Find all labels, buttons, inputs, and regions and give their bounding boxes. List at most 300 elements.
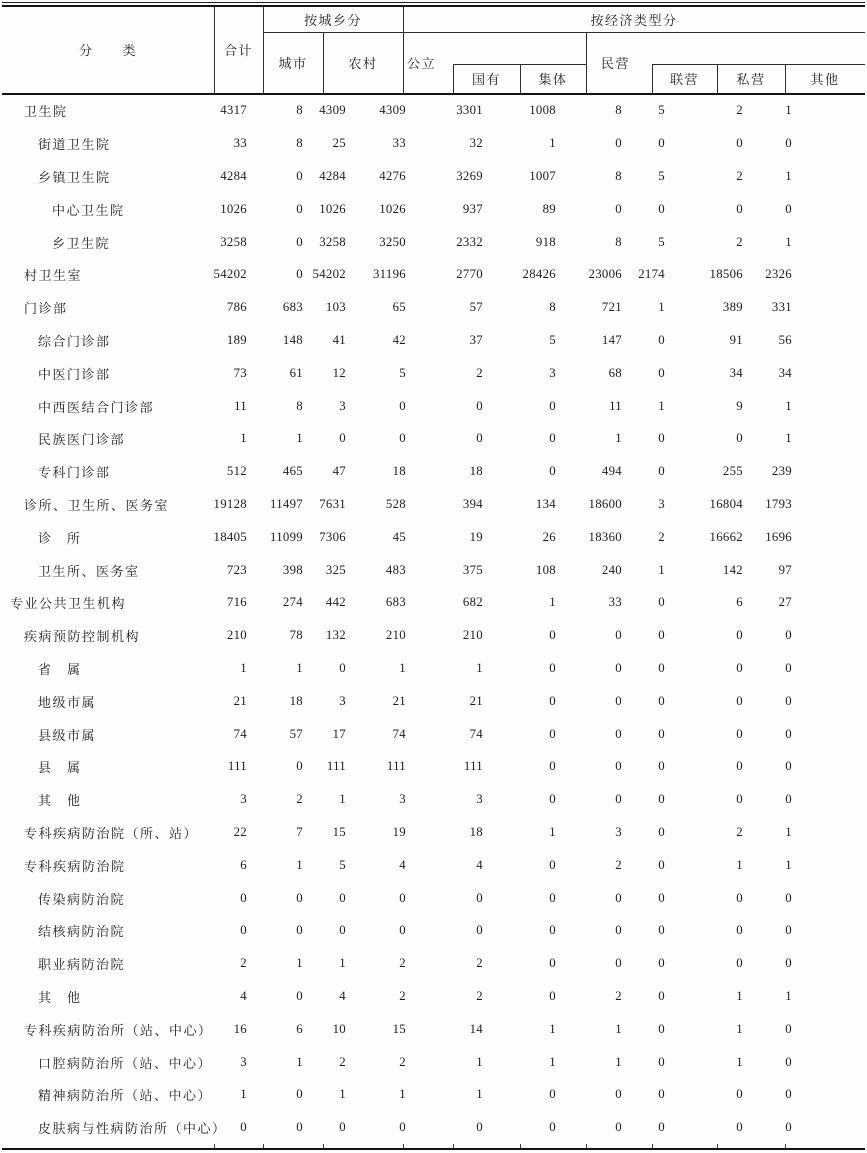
- cell-filler: [792, 390, 865, 423]
- table-row: [2, 521, 865, 554]
- cell-value: 1: [296, 1054, 303, 1069]
- column-tick: [323, 1144, 324, 1148]
- cell-value: 0: [736, 693, 743, 708]
- cell-filler: [792, 849, 865, 882]
- cell-value: 2: [240, 956, 247, 971]
- row-label: 诊所、卫生所、医务室: [24, 497, 170, 513]
- cell-value: 4: [476, 857, 483, 872]
- cell-value: 0: [615, 660, 622, 675]
- cell-value: 33: [392, 136, 406, 151]
- cell-value: 683: [385, 595, 406, 610]
- cell-value: 2: [736, 103, 743, 118]
- row-label: 民族医门诊部: [38, 432, 126, 448]
- row-label: 中西医结合门诊部: [38, 399, 155, 415]
- cell-value: 16: [233, 1021, 247, 1036]
- table-row: [2, 1013, 865, 1046]
- cell-value: 1: [615, 431, 622, 446]
- cell-filler: [792, 652, 865, 685]
- cell-value: 0: [549, 1120, 556, 1135]
- cell-value: 1: [658, 300, 665, 315]
- cell-value: 33: [608, 595, 622, 610]
- cell-value: 33: [233, 136, 247, 151]
- cell-value: 0: [736, 726, 743, 741]
- cell-value: 8: [615, 168, 622, 183]
- cell-value: 1: [399, 1087, 406, 1102]
- cell-value: 4284: [319, 168, 346, 183]
- row-label: 其 他: [38, 793, 82, 809]
- cell-value: 0: [658, 431, 665, 446]
- cell-value: 2: [399, 956, 406, 971]
- cell-value: 0: [476, 431, 483, 446]
- column-tick: [652, 1144, 653, 1148]
- cell-value: 0: [658, 136, 665, 151]
- cell-value: 57: [469, 300, 483, 315]
- row-label: 皮肤病与性病防治所（中心）: [38, 1121, 227, 1137]
- header-rural: 农村: [348, 55, 378, 71]
- cell-value: 0: [549, 923, 556, 938]
- cell-value: 22: [233, 824, 247, 839]
- cell-value: 47: [332, 464, 346, 479]
- cell-value: 0: [615, 956, 622, 971]
- cell-value: 0: [549, 988, 556, 1003]
- cell-value: 1: [549, 1021, 556, 1036]
- row-label: 职业病防治院: [38, 957, 126, 973]
- table-row: [2, 586, 865, 619]
- cell-value: 15: [332, 824, 346, 839]
- cell-value: 0: [339, 1120, 346, 1135]
- table-row: [2, 554, 865, 587]
- cell-value: 1: [658, 562, 665, 577]
- cell-value: 0: [658, 824, 665, 839]
- header-urban: 城市: [278, 55, 308, 71]
- cell-value: 0: [785, 201, 792, 216]
- cell-value: 0: [615, 1087, 622, 1102]
- cell-value: 394: [462, 496, 483, 511]
- cell-value: 1026: [319, 201, 346, 216]
- cell-value: 2770: [456, 267, 483, 282]
- row-label: 乡卫生院: [52, 235, 111, 251]
- cell-value: 15: [392, 1021, 406, 1036]
- cell-value: 6: [240, 857, 247, 872]
- table-row: [2, 324, 865, 357]
- cell-value: 1: [785, 857, 792, 872]
- cell-value: 3258: [319, 234, 346, 249]
- cell-value: 0: [296, 201, 303, 216]
- cell-value: 2: [615, 988, 622, 1003]
- cell-value: 1: [549, 1054, 556, 1069]
- cell-value: 0: [785, 726, 792, 741]
- cell-value: 147: [601, 332, 622, 347]
- cell-value: 17: [332, 726, 346, 741]
- cell-value: 1: [476, 660, 483, 675]
- cell-value: 0: [658, 201, 665, 216]
- cell-value: 1: [240, 431, 247, 446]
- cell-value: 0: [736, 628, 743, 643]
- column-tick: [403, 1144, 404, 1148]
- cell-value: 0: [549, 464, 556, 479]
- cell-value: 97: [778, 562, 792, 577]
- table-bottom-rule: [2, 1148, 865, 1150]
- cell-value: 111: [227, 759, 247, 774]
- cell-value: 0: [549, 628, 556, 643]
- table-row: [2, 422, 865, 455]
- cell-value: 0: [296, 1087, 303, 1102]
- cell-value: 5: [339, 857, 346, 872]
- cell-filler: [792, 816, 865, 849]
- column-tick: [520, 1144, 521, 1148]
- cell-value: 189: [226, 332, 247, 347]
- table-row: [2, 718, 865, 751]
- cell-value: 2326: [765, 267, 792, 282]
- cell-filler: [792, 324, 865, 357]
- table-header: [2, 7, 865, 95]
- cell-value: 18506: [709, 267, 743, 282]
- cell-value: 1: [615, 1054, 622, 1069]
- cell-value: 682: [462, 595, 483, 610]
- cell-value: 1: [736, 857, 743, 872]
- cell-filler: [792, 586, 865, 619]
- cell-value: 1: [476, 1054, 483, 1069]
- cell-value: 5: [399, 365, 406, 380]
- cell-value: 73: [233, 365, 247, 380]
- cell-value: 0: [615, 759, 622, 774]
- cell-filler: [792, 882, 865, 915]
- cell-value: 0: [240, 923, 247, 938]
- cell-filler: [792, 193, 865, 226]
- cell-value: 512: [226, 464, 247, 479]
- cell-value: 1: [785, 824, 792, 839]
- cell-value: 8: [549, 300, 556, 315]
- cell-value: 1: [736, 1021, 743, 1036]
- cell-value: 1: [658, 398, 665, 413]
- cell-value: 132: [325, 628, 346, 643]
- cell-value: 0: [399, 431, 406, 446]
- cell-value: 0: [296, 890, 303, 905]
- cell-value: 4309: [379, 103, 406, 118]
- cell-value: 1: [296, 956, 303, 971]
- cell-value: 0: [549, 857, 556, 872]
- row-label: 其 他: [38, 989, 82, 1005]
- cell-value: 0: [658, 332, 665, 347]
- cell-value: 56: [778, 332, 792, 347]
- table-row: [2, 455, 865, 488]
- cell-value: 1: [339, 956, 346, 971]
- cell-value: 0: [615, 890, 622, 905]
- cell-value: 7: [296, 824, 303, 839]
- cell-filler: [792, 1013, 865, 1046]
- cell-value: 442: [325, 595, 346, 610]
- cell-value: 494: [601, 464, 622, 479]
- bottom-column-ticks: [2, 1144, 865, 1148]
- cell-value: 65: [392, 300, 406, 315]
- cell-value: 0: [785, 923, 792, 938]
- cell-value: 0: [658, 988, 665, 1003]
- cell-value: 0: [549, 398, 556, 413]
- cell-value: 0: [549, 759, 556, 774]
- cell-value: 1: [339, 1087, 346, 1102]
- table-row: [2, 914, 865, 947]
- cell-value: 23006: [588, 267, 622, 282]
- row-label: 专科疾病防治院（所、站）: [24, 825, 199, 841]
- cell-value: 78: [289, 628, 303, 643]
- cell-filler: [792, 127, 865, 160]
- cell-value: 0: [549, 1087, 556, 1102]
- header-total: 合计: [223, 43, 253, 59]
- cell-filler: [792, 914, 865, 947]
- cell-value: 0: [736, 923, 743, 938]
- cell-value: 210: [226, 628, 247, 643]
- table-row: [2, 816, 865, 849]
- cell-value: 16662: [709, 529, 743, 544]
- cell-value: 240: [601, 562, 622, 577]
- cell-value: 21: [233, 693, 247, 708]
- cell-value: 54202: [312, 267, 346, 282]
- cell-value: 0: [549, 792, 556, 807]
- cell-value: 0: [785, 956, 792, 971]
- cell-value: 4: [240, 988, 247, 1003]
- row-label: 专科疾病防治所（站、中心）: [24, 1022, 213, 1038]
- row-label: 村卫生室: [24, 268, 83, 284]
- cell-value: 255: [722, 464, 743, 479]
- cell-value: 1: [240, 1087, 247, 1102]
- cell-value: 239: [771, 464, 792, 479]
- table-row: [2, 1046, 865, 1079]
- cell-value: 0: [476, 890, 483, 905]
- cell-value: 16804: [709, 496, 743, 511]
- cell-value: 1026: [379, 201, 406, 216]
- cell-value: 3: [658, 496, 665, 511]
- column-tick: [586, 1144, 587, 1148]
- cell-value: 18: [469, 464, 483, 479]
- cell-value: 74: [392, 726, 406, 741]
- header-category: 分 类: [78, 43, 137, 59]
- cell-value: 4284: [220, 168, 247, 183]
- cell-value: 528: [385, 496, 406, 511]
- cell-value: 14: [469, 1021, 483, 1036]
- cell-value: 3: [476, 792, 483, 807]
- cell-value: 0: [658, 1054, 665, 1069]
- row-label: 精神病防治所（站、中心）: [38, 1088, 213, 1104]
- cell-value: 1026: [220, 201, 247, 216]
- cell-value: 0: [658, 628, 665, 643]
- cell-value: 0: [339, 890, 346, 905]
- cell-value: 0: [658, 365, 665, 380]
- cell-value: 0: [736, 431, 743, 446]
- cell-value: 142: [722, 562, 743, 577]
- cell-value: 21: [469, 693, 483, 708]
- cell-value: 0: [785, 792, 792, 807]
- cell-value: 918: [535, 234, 556, 249]
- cell-value: 68: [608, 365, 622, 380]
- cell-value: 2332: [456, 234, 483, 249]
- cell-value: 0: [240, 890, 247, 905]
- cell-value: 2174: [638, 267, 665, 282]
- cell-value: 6: [296, 1021, 303, 1036]
- cell-value: 3258: [220, 234, 247, 249]
- table-row: [2, 652, 865, 685]
- cell-filler: [792, 619, 865, 652]
- cell-value: 37: [469, 332, 483, 347]
- cell-value: 91: [729, 332, 743, 347]
- cell-value: 111: [463, 759, 483, 774]
- cell-value: 0: [658, 956, 665, 971]
- cell-value: 7306: [319, 529, 346, 544]
- cell-value: 0: [736, 660, 743, 675]
- cell-value: 0: [736, 1120, 743, 1135]
- cell-value: 19: [469, 529, 483, 544]
- cell-value: 0: [658, 693, 665, 708]
- header-by-urban-rural: 按城乡分: [303, 13, 362, 28]
- cell-filler: [792, 783, 865, 816]
- cell-value: 0: [339, 431, 346, 446]
- cell-value: 7631: [319, 496, 346, 511]
- cell-value: 1: [736, 1054, 743, 1069]
- cell-value: 74: [233, 726, 247, 741]
- cell-value: 32: [469, 136, 483, 151]
- cell-filler: [792, 291, 865, 324]
- cell-value: 0: [339, 923, 346, 938]
- cell-value: 4276: [379, 168, 406, 183]
- cell-value: 0: [785, 759, 792, 774]
- row-label: 县 属: [38, 760, 82, 776]
- cell-value: 3269: [456, 168, 483, 183]
- cell-value: 0: [785, 628, 792, 643]
- cell-value: 0: [615, 628, 622, 643]
- cell-value: 1008: [529, 103, 556, 118]
- cell-value: 1: [399, 660, 406, 675]
- cell-value: 10: [332, 1021, 346, 1036]
- table-row: [2, 849, 865, 882]
- cell-value: 2: [476, 988, 483, 1003]
- cell-filler: [792, 980, 865, 1013]
- cell-value: 0: [658, 464, 665, 479]
- cell-value: 3: [339, 398, 346, 413]
- row-label: 县级市属: [38, 727, 97, 743]
- table-row: [2, 1078, 865, 1111]
- row-label: 省 属: [38, 661, 82, 677]
- cell-value: 1: [296, 857, 303, 872]
- cell-value: 0: [296, 267, 303, 282]
- row-label: 专科疾病防治院: [24, 858, 126, 874]
- cell-value: 1793: [765, 496, 792, 511]
- cell-value: 0: [658, 1087, 665, 1102]
- table-row: [2, 685, 865, 718]
- cell-value: 0: [549, 660, 556, 675]
- row-label: 中医门诊部: [38, 366, 111, 382]
- table-row: [2, 160, 865, 193]
- cell-value: 54202: [213, 267, 247, 282]
- row-label: 专业公共卫生机构: [10, 596, 127, 612]
- cell-filler: [792, 947, 865, 980]
- cell-value: 0: [658, 759, 665, 774]
- cell-value: 389: [722, 300, 743, 315]
- cell-value: 26: [542, 529, 556, 544]
- row-label: 中心卫生院: [52, 202, 125, 218]
- cell-value: 9: [736, 398, 743, 413]
- cell-value: 0: [296, 923, 303, 938]
- cell-filler: [792, 95, 865, 128]
- statistics-table: [2, 2, 865, 1150]
- cell-value: 1: [549, 824, 556, 839]
- table-row: [2, 258, 865, 291]
- cell-value: 0: [736, 956, 743, 971]
- cell-value: 8: [296, 103, 303, 118]
- row-label: 结核病防治院: [38, 924, 126, 940]
- cell-value: 3250: [379, 234, 406, 249]
- row-label: 疾病预防控制机构: [24, 629, 141, 645]
- row-label: 传染病防治院: [38, 891, 126, 907]
- cell-value: 34: [729, 365, 743, 380]
- cell-value: 8: [296, 136, 303, 151]
- cell-value: 2: [339, 1054, 346, 1069]
- cell-value: 0: [296, 988, 303, 1003]
- cell-value: 0: [615, 792, 622, 807]
- header-joint-operated: 联营: [669, 71, 699, 87]
- cell-value: 683: [282, 300, 303, 315]
- cell-value: 0: [658, 857, 665, 872]
- cell-value: 0: [785, 660, 792, 675]
- cell-value: 0: [785, 1120, 792, 1135]
- cell-value: 0: [785, 1054, 792, 1069]
- cell-value: 57: [289, 726, 303, 741]
- cell-value: 111: [386, 759, 406, 774]
- cell-value: 1: [549, 136, 556, 151]
- cell-value: 0: [615, 201, 622, 216]
- cell-filler: [792, 1111, 865, 1144]
- cell-value: 31196: [372, 267, 406, 282]
- cell-value: 41: [332, 332, 346, 347]
- cell-value: 3: [549, 365, 556, 380]
- cell-value: 2: [399, 988, 406, 1003]
- cell-value: 18: [289, 693, 303, 708]
- cell-value: 8: [615, 103, 622, 118]
- cell-value: 0: [736, 759, 743, 774]
- cell-value: 1: [296, 660, 303, 675]
- cell-value: 1: [615, 1021, 622, 1036]
- cell-value: 210: [385, 628, 406, 643]
- row-label: 口腔病防治所（站、中心）: [38, 1055, 213, 1071]
- cell-value: 45: [392, 529, 406, 544]
- cell-filler: [792, 554, 865, 587]
- cell-value: 0: [549, 956, 556, 971]
- cell-value: 1: [785, 398, 792, 413]
- cell-filler: [792, 1046, 865, 1079]
- cell-value: 2: [736, 168, 743, 183]
- cell-value: 108: [535, 562, 556, 577]
- cell-value: 937: [462, 201, 483, 216]
- row-label: 综合门诊部: [38, 333, 111, 349]
- cell-value: 2: [296, 792, 303, 807]
- table-row: [2, 390, 865, 423]
- cell-value: 274: [282, 595, 303, 610]
- cell-value: 331: [771, 300, 792, 315]
- cell-value: 21: [392, 693, 406, 708]
- table-row: [2, 226, 865, 259]
- column-tick: [453, 1144, 454, 1148]
- cell-value: 0: [339, 660, 346, 675]
- cell-value: 0: [240, 1120, 247, 1135]
- cell-value: 0: [658, 660, 665, 675]
- table-row: [2, 357, 865, 390]
- cell-value: 0: [736, 1087, 743, 1102]
- cell-value: 0: [658, 792, 665, 807]
- row-label: 街道卫生院: [38, 137, 111, 153]
- cell-value: 0: [476, 1120, 483, 1135]
- cell-value: 2: [476, 956, 483, 971]
- cell-value: 11497: [269, 496, 303, 511]
- cell-value: 0: [399, 1120, 406, 1135]
- table-data-grid: [2, 95, 865, 1145]
